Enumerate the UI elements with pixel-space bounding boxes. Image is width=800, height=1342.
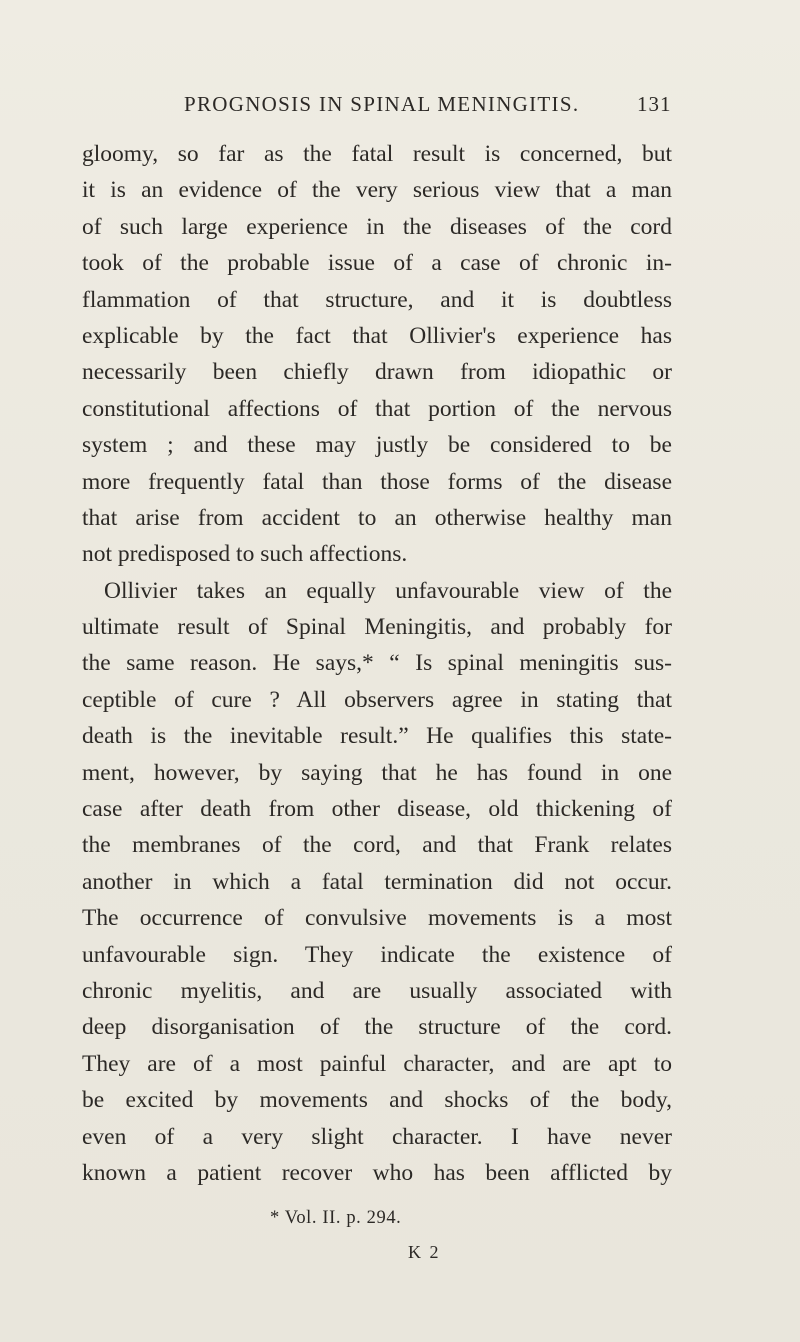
signature-mark: K 2: [408, 1242, 441, 1262]
text-line: unfavourable sign. They indicate the existence of: [82, 941, 672, 968]
footnote: * Vol. II. p. 294.: [270, 1208, 402, 1228]
text-line: of such large experience in the diseases of the cord: [82, 213, 672, 240]
text-line: more frequently fatal than those forms of the disease: [82, 468, 672, 495]
text-line: that arise from accident to an otherwise healthy man: [82, 504, 672, 531]
text-line: known a patient recover who has been afflicted by: [82, 1159, 672, 1186]
text-line: the same reason. He says,* “ Is spinal meningitis sus-: [82, 650, 672, 677]
text-line: They are of a most painful character, and are apt to: [82, 1050, 672, 1077]
text-line: be excited by movements and shocks of the body,: [82, 1087, 672, 1114]
running-title: PROGNOSIS IN SPINAL MENINGITIS.: [184, 92, 580, 116]
text-line: took of the probable issue of a case of chronic in-: [82, 250, 672, 277]
text-line: ultimate result of Spinal Meningitis, and probably for: [82, 614, 672, 641]
text-line: chronic myelitis, and are usually associated with: [82, 977, 672, 1004]
page-number: 131: [637, 92, 672, 116]
paragraph-end-line: not predisposed to such affections.: [82, 541, 408, 568]
body-text: [82, 136, 672, 1191]
text-line: flammation of that structure, and it is doubtless: [82, 286, 672, 313]
text-line: it is an evidence of the very serious view that a man: [82, 177, 672, 204]
paragraph-start-line: Ollivier takes an equally unfavourable view of the: [104, 577, 672, 604]
text-line: the membranes of the cord, and that Frank relates: [82, 832, 672, 859]
text-line: ment, however, by saying that he has found in one: [82, 759, 672, 786]
text-line: another in which a fatal termination did not occur.: [82, 868, 672, 895]
text-line: deep disorganisation of the structure of the cord.: [82, 1014, 672, 1041]
running-head: [0, 92, 800, 122]
text-line: explicable by the fact that Ollivier's experience has: [82, 322, 672, 349]
text-line: gloomy, so far as the fatal result is concerned, but: [82, 141, 672, 167]
text-line: ceptible of cure ? All observers agree in stating that: [82, 686, 672, 713]
text-line: The occurrence of convulsive movements is a most: [82, 905, 672, 932]
text-line: death is the inevitable result.” He qualifies this state-: [82, 723, 672, 750]
text-line: case after death from other disease, old thickening of: [82, 796, 672, 823]
text-line: necessarily been chiefly drawn from idiopathic or: [82, 359, 672, 386]
text-line: system ; and these may justly be considered to be: [82, 432, 672, 459]
text-line: constitutional affections of that portion of the nervous: [82, 395, 672, 422]
text-line: even of a very slight character. I have never: [82, 1123, 672, 1150]
